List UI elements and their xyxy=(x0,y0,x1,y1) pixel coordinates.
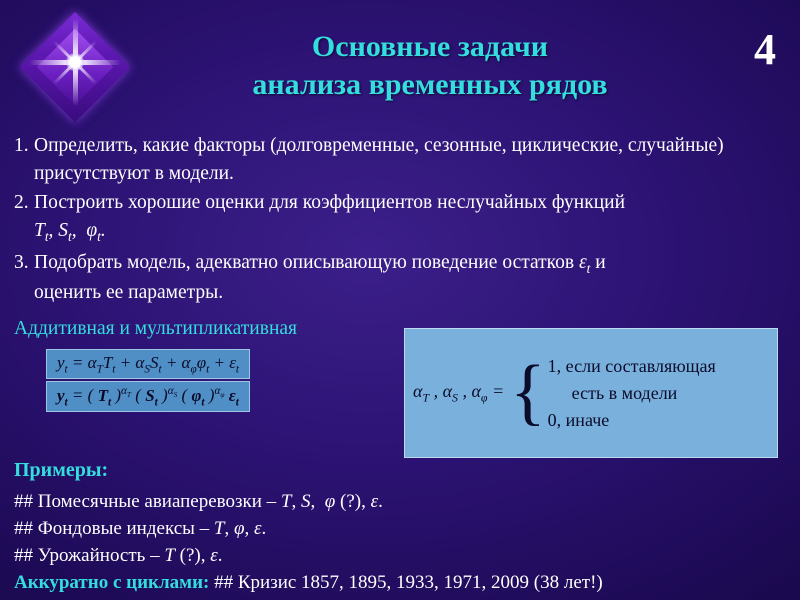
example-item: ## Фондовые индексы – T, φ, ε. xyxy=(14,518,267,539)
example-item: ## Помесячные авиаперевозки – T, S, φ (?), ε. xyxy=(14,491,383,512)
additive-heading: Аддитивная и мультипликативная xyxy=(14,318,297,339)
footer-rest: ## Кризис 1857, 1895, 1933, 1971, 2009 (38 лет!) xyxy=(214,572,603,593)
list-item-number: 2. xyxy=(14,192,29,214)
list-item xyxy=(14,249,790,306)
title-line-1: Основные задачи xyxy=(311,30,549,63)
case-1: 1, если составляющая xyxy=(547,355,716,376)
alpha-definition-panel xyxy=(404,328,778,458)
slide-body xyxy=(14,132,790,308)
formula-multiplicative: $y_t$ = ( $T_t$ )$^{\alpha_T}$ ( $S_t$ )$^{\alpha_S}$ ( $\varphi_t$ )$^{\alpha_\varphi}$ $\varepsilon_t$ xyxy=(46,381,250,412)
purple-diamond-star-logo-icon xyxy=(14,8,136,126)
curly-brace-icon: { xyxy=(510,351,546,434)
list-item-number: 3. xyxy=(14,251,29,273)
slide-title xyxy=(150,28,710,105)
alpha-definition-cases xyxy=(548,353,716,434)
examples-heading: Примеры: xyxy=(14,459,109,481)
footer-lead: Аккуратно с циклами: xyxy=(14,572,210,593)
list-item-number: 1. xyxy=(14,135,29,156)
list-item-formula: $T_t$, $S_t$, $\varphi_t$. xyxy=(34,220,106,244)
case-2: 0, иначе xyxy=(547,409,610,430)
list-item-text-main: Построить хорошие оценки для коэффициентов неслучайных функций xyxy=(34,192,626,214)
slide-number: 4 xyxy=(754,25,776,74)
list-item xyxy=(14,189,790,246)
list-item-text xyxy=(34,189,790,246)
alpha-definition-lhs: $\alpha_T$ , $\alpha_S$ , $\alpha_\varphi$ = xyxy=(413,380,505,405)
case-1b: есть в модели xyxy=(571,382,678,403)
footer-note xyxy=(14,572,603,594)
example-item: ## Урожайность – T (?), ε. xyxy=(14,545,223,566)
list-item xyxy=(14,132,790,187)
list-item-text: Подобрать модель, адекватно описывающую поведение остатков $\varepsilon_t$ и оценить ее параметры. xyxy=(34,251,606,303)
formula-additive: $y_t = \alpha_TT_t + \alpha_SS_t + \alpha_\varphi\varphi_t + \varepsilon_t$ xyxy=(46,349,250,379)
title-line-2: анализа временных рядов xyxy=(252,68,608,102)
list-item-text: Определить, какие факторы (долговременные, сезонные, циклические, случайные) присутствуют в модели. xyxy=(34,135,724,184)
